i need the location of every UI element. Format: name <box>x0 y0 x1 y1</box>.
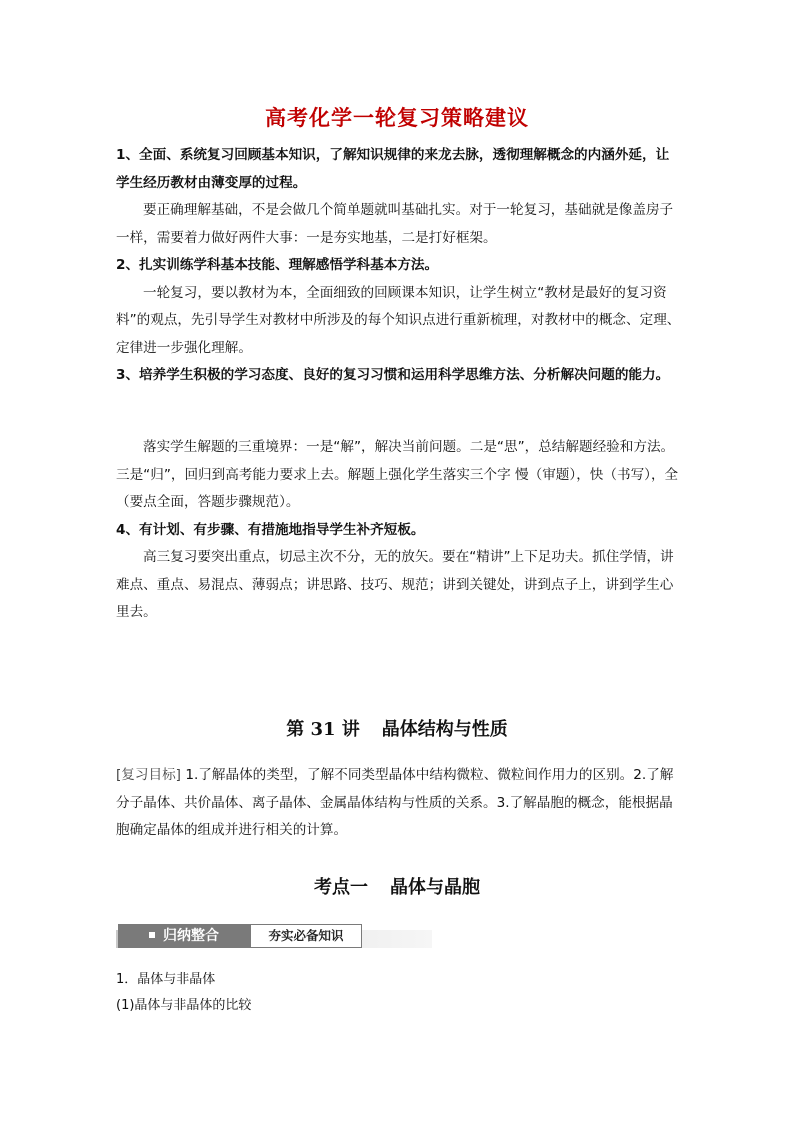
strategy-section-1 <box>116 142 682 390</box>
section-bar-light-label: 夯实必备知识 <box>250 924 362 948</box>
lecture-number: 第 31 讲 <box>286 719 360 740</box>
lecture-name: 晶体结构与性质 <box>381 719 508 740</box>
strategy-heading-4: 4、有计划、有步骤、有措施地指导学生补齐短板。 <box>116 521 425 538</box>
sub-heading-1: 1．晶体与非晶体 <box>116 972 216 987</box>
section-bar <box>116 924 432 950</box>
kaodian-name: 晶体与晶胞 <box>390 877 480 898</box>
strategy-paragraph-4: 高三复习要突出重点，切忌主次不分，无的放矢。要在“精讲”上下足功夫。抓住学情，讲难点、重点、易混点、薄弱点；讲思路、技巧、规范；讲到关键处，讲到点子上，讲到学生心里去。 <box>116 549 674 620</box>
kaodian-title <box>0 873 794 899</box>
lecture-title <box>0 715 794 741</box>
kaodian-number: 考点一 <box>314 877 368 898</box>
strategy-paragraph-3: 落实学生解题的三重境界：一是“解”，解决当前问题。二是“思”，总结解题经验和方法。三是“归”，回归到高考能力要求上去。解题上强化学生落实三个字 慢（审题），快（书写），全（要点全面，答题步骤规范）。 <box>116 439 679 510</box>
review-goal-text: 1.了解晶体的类型，了解不同类型晶体中结构微粒、微粒间作用力的区别。2.了解分子晶体、共价晶体、离子晶体、金属晶体结构与性质的关系。3.了解晶胞的概念，能根据晶胞确定晶体的组成并进行相关的计算。 <box>116 767 674 838</box>
strategy-paragraph-1: 要正确理解基础，不是会做几个简单题就叫基础扎实。对于一轮复习，基础就是像盖房子一样，需要着力做好两件大事：一是夯实地基，二是打好框架。 <box>116 202 674 246</box>
strategy-heading-2: 2、扎实训练学科基本技能、理解感悟学科基本方法。 <box>116 257 439 273</box>
sub-heading-2: (1)晶体与非晶体的比较 <box>116 998 252 1013</box>
strategy-section-2 <box>116 434 682 627</box>
square-bullet-icon <box>149 932 155 938</box>
review-goal <box>116 762 682 845</box>
section-bar-dark-label <box>118 924 250 948</box>
main-title: 高考化学一轮复习策略建议 <box>265 106 529 130</box>
review-goal-tag: [复习目标] <box>116 767 181 783</box>
strategy-heading-1: 1、全面、系统复习回顾基本知识，了解知识规律的来龙去脉，透彻理解概念的内涵外延，让学生经历教材由薄变厚的过程。 <box>116 147 670 191</box>
strategy-heading-3: 3、培养学生积极的学习态度、良好的复习习惯和运用科学思维方法、分析解决问题的能力。 <box>116 367 670 383</box>
strategy-paragraph-2: 一轮复习，要以教材为本，全面细致的回顾课本知识，让学生树立“教材是最好的复习资料”的观点，先引导学生对教材中所涉及的每个知识点进行重新梳理，对教材中的概念、定理、定律进一步强化理解。 <box>116 284 681 356</box>
dark-label-text: 归纳整合 <box>163 928 219 944</box>
